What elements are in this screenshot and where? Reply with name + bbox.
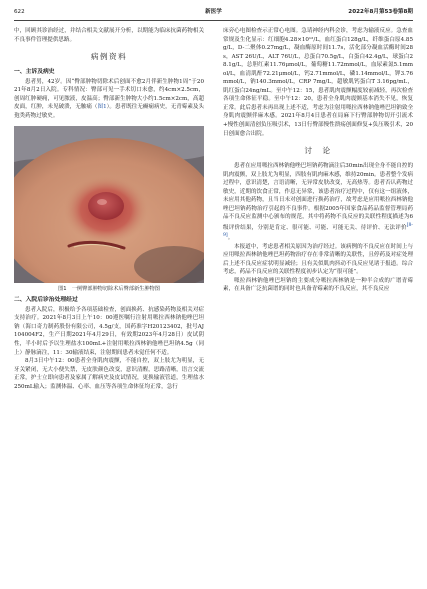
- figure-caption: 图1 一例臀部肿物切除术后臀部新生肿物图: [58, 286, 160, 293]
- treatment-paragraph-1: 患者入院后，积极给予各项基础检查，创面换药、抗感染药物及相关对症支持治疗。2021年8月3日上午10：00遵医嘱行注射用哌拉西林钠他唑巴坦钠（海口奇力制药股份有限公司，4.5g/支，国药准字H20123402，批号AJ104004F2，生产日期2021年4月29日，有效期2023年4月28日）皮试阴性，半小时后予以生理盐水100mL+注射用哌拉西林钠他唑巴坦钠4.5g（同上）静脉滴注，11：30输液结束，注射期间患者未觉任何不适。: [14, 306, 204, 356]
- treatment-course-heading: 二、入院后诊治处理经过: [14, 297, 78, 304]
- issue-info: 2022年8月第53卷第8期: [348, 9, 413, 15]
- discussion-paragraph-1: 患者在应用哌拉西林钠他唑巴坦钠药物滴注后30min出现全身不能自控的肌肉震颤，双上肢尤为明显，四肢有肌肉麻木感，维持20min。患者整个发病过程中，意识清楚，言语清晰，无异常皮肤改变，无高热等。患者否认药物过敏史，近期的饮食正常，作息无异常，该患者治疗过程中，仅有这一组液体，未应用其他药物，且当日未对创面进行换药治疗，故考虑是应用哌拉西林钠他唑巴坦钠药物治疗引起的不良事件。根据2005年国家食品药品监督管理局药品不良反应监测中心颁布的规范，其中将药物不良反应的关联性程度描述为6级评价结果，分别是肯定、很可能、可能、可能无关、待评价、无法评价[8-9]。: [223, 163, 413, 242]
- discussion-paragraph-3: 哌拉西林钠他唑巴坦钠的主要成分哌拉西林钠是一种半合成的广谱青霉素，在具备广泛抗菌谱的同时也具备青霉素的不良反应，其不良反应: [223, 277, 413, 293]
- figure-1: [14, 126, 204, 293]
- page-number: 622: [14, 9, 25, 15]
- left-column: [14, 27, 204, 391]
- citation[interactable]: [8-9]: [223, 222, 413, 239]
- lab-results-paragraph: 床旁心电图检查示正常心电图。急请神经内科会诊，考虑为输液反应。急查血常规及生化显示：红细胞4.28×10¹²/L，血红蛋白128g/L，纤维蛋白原4.85g/L，D-二聚体0.27mg/L，凝血酶原时间11.7s，活化部分凝血活酶时间28s，AST 26U/L，ALT 76U/L，总蛋白70.5g/L，白蛋白42.4g/L，球蛋白28.1g/L，总胆红素11.76μmol/L，葡萄糖11.72mmol/L，血尿素氮5.1mmol/L，血清肌酐72.21μmol/L，钙2.71mmol/L，磷1.14mmol/L，钾3.76mmol/L，钠140.3mmol/L，CRP 7mg/L，超敏肌钙蛋白T 3.16pg/mL，肌红蛋白24ng/mL。至中午12：15，患者肌肉震颤幅度较前减轻，再次检查各项生命体征平稳。至中午12：20，患者全身肌肉震颤基本消失不见，恢复正常。此后患者未再出现上述不适，考虑为注射用哌拉西林钠他唑巴坦钠致全身肌肉震颤伴麻木感。2021年8月4日患者在局麻下行臀部肿物切开引流术+慢性创面清创负压吸引术，13日行臀部慢性溃疡创面修复+负压吸引术，20日创面愈合出院。: [223, 28, 413, 137]
- treatment-paragraph-2: 8月3日中午12：00患者全身肌肉震颤，不能自控，双上肢尤为明显，无牙关紧闭，无大小便失禁，无皮肤颜色改变，意识清醒，思路清晰，语言交流正常，护士立即向患者及家属了解病史及皮试情况，更换输液管道，生理盐水250mL输入；监测体温、心率、血压等各项生命体征均正常，急行: [14, 358, 204, 390]
- running-header: [14, 8, 413, 21]
- figure-reference[interactable]: 图1: [97, 104, 107, 111]
- discussion-section-title: 讨 论: [304, 146, 332, 156]
- intro-paragraph: 中，回顾其诊治经过，并结合相关文献展开分析，以期能为临床抗菌药物相关不良事件管理提供思路。: [14, 28, 204, 43]
- discussion-paragraph-2: 本报道中，考虑患者相关原因为治疗经过。该病例的不良反应在时间上与应用哌拉西林钠他唑巴坦药物治疗存在非常清晰的关联性，且停药及对症处理后上述不良反应症状明显减轻；且有关似肌肉抖动不良反应见诸于报道。综合考虑，药品不良反应的关联性程度初步认定为“很可能”。: [223, 243, 413, 276]
- right-column: [223, 27, 413, 294]
- complaint-history-heading: 一、主诉及病史: [14, 69, 55, 76]
- complaint-history-paragraph: 患者男，42岁。因“臀部肿物切除术后创面不愈2月伴新生肿物1周”于2021年8月2日入院。专科情况：臀部可见一手术切口未愈，约4cm×2.5cm，创周红肿硬痈，可见脓液，皮温高；臀部新生肿物大小约1.5cm×2cm，高超皮面，红肿，未见破溃，无触痛（图1）。患者既往无癫痫病史，无青霉素及头孢类药物过敏史。: [14, 78, 205, 119]
- clinical-photo: [14, 126, 204, 283]
- journal-name: 新医学: [205, 9, 222, 15]
- case-section-title: 病例资料: [90, 52, 128, 62]
